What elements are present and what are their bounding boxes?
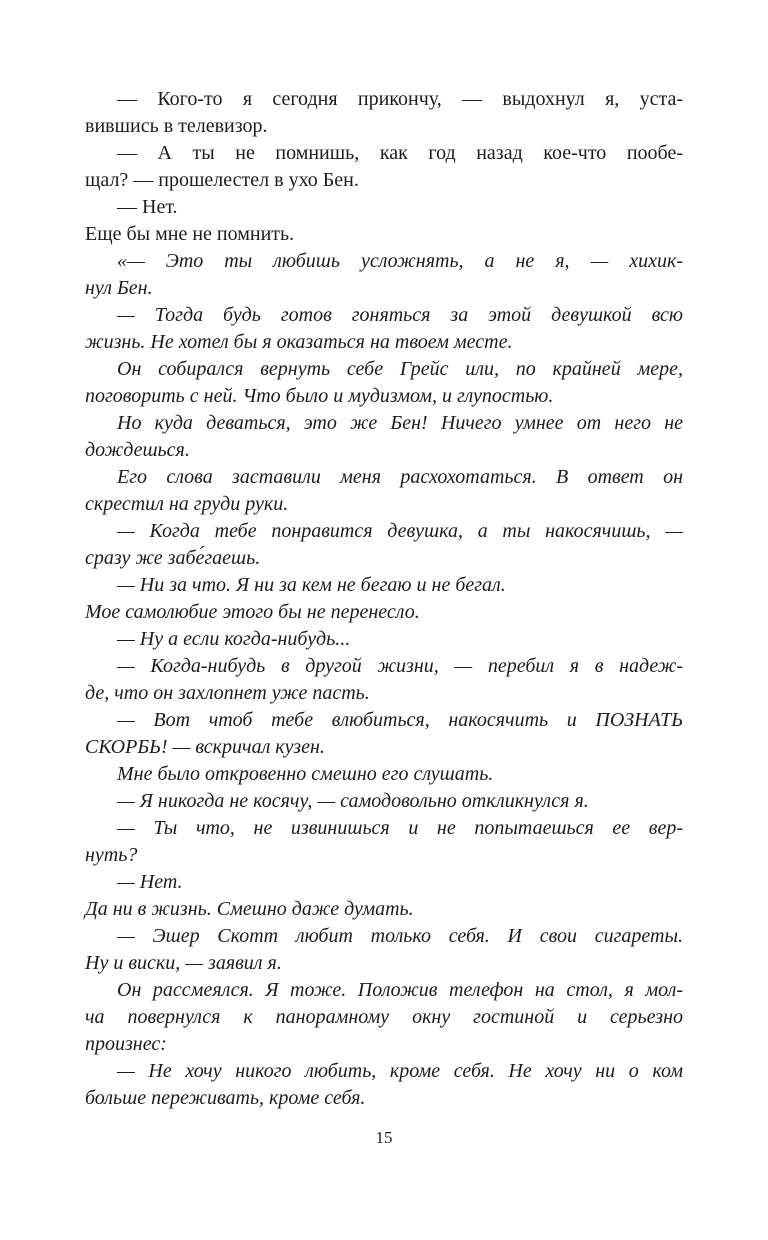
text-line: вившись в телевизор. [85,115,268,137]
paragraph [85,518,683,572]
text-line: — Кого-то я сегодня прикончу, — выдохнул я, уста- [117,88,683,110]
text-line: Да ни в жизнь. Смешно даже думать. [85,898,414,920]
text-line: Но куда деваться, это же Бен! Ничего умнее от него не [117,412,683,434]
text-line: больше переживать, кроме себя. [85,1087,366,1109]
paragraph [85,302,683,356]
text-line: щал? — прошелестел в ухо Бен. [85,169,359,191]
paragraph [85,464,683,518]
paragraph [85,599,683,626]
text-line: нуть? [85,844,138,866]
paragraph [85,248,683,302]
text-line: — Я никогда не косячу, — самодовольно откликнулся я. [117,790,589,812]
paragraph [85,869,683,896]
text-line: Он рассмеялся. Я тоже. Положив телефон на стол, я мол- [117,979,683,1001]
text-line: — Ты что, не извинишься и не попытаешься ее вер- [117,817,683,839]
text-line: сразу же забе́гаешь. [85,547,261,569]
paragraph [85,410,683,464]
paragraph [85,356,683,410]
paragraph [85,626,683,653]
paragraph [85,896,683,923]
text-line: жизнь. Не хотел бы я оказаться на твоем месте. [85,331,513,353]
text-line: дождешься. [85,439,190,461]
text-line: — А ты не помнишь, как год назад кое-что пообе- [117,142,683,164]
text-line: Он собирался вернуть себе Грейс или, по крайней мере, [117,358,683,380]
page-number: 15 [375,1128,393,1147]
paragraph [85,653,683,707]
text-line: — Нет. [117,196,178,218]
text-line: СКОРБЬ! — вскричал кузен. [85,736,325,758]
text-line: Мне было откровенно смешно его слушать. [117,763,494,785]
paragraph [85,140,683,194]
text-line: скрестил на груди руки. [85,493,289,515]
paragraph [85,86,683,140]
text-line: произнес: [85,1033,167,1055]
paragraph [85,572,683,599]
text-line: Его слова заставили меня расхохотаться. В ответ он [117,466,683,488]
paragraph [85,788,683,815]
paragraph [85,707,683,761]
text-line: Еще бы мне не помнить. [85,223,295,245]
text-line: поговорить с ней. Что было и мудизмом, и глупостью. [85,385,554,407]
paragraph [85,194,683,221]
page-text [85,86,683,1112]
text-line: де, что он захлопнет уже пасть. [85,682,370,704]
text-line: — Вот чтоб тебе влюбиться, накосячить и ПОЗНАТЬ [117,709,683,731]
paragraph [85,1058,683,1112]
text-line: Мое самолюбие этого бы не перенесло. [85,601,420,623]
text-line: нул Бен. [85,277,153,299]
text-line: — Когда тебе понравится девушка, а ты накосячишь, — [117,520,683,542]
text-line: Ну и виски, — заявил я. [85,952,282,974]
paragraph [85,221,683,248]
text-line: ча повернулся к панорамному окну гостиной и серьезно [85,1006,683,1028]
text-line: — Тогда будь готов гоняться за этой девушкой всю [117,304,683,326]
text-line: — Ну а если когда-нибудь... [117,628,351,650]
text-line: — Нет. [117,871,183,893]
paragraph [85,761,683,788]
paragraph [85,977,683,1058]
text-line: — Эшер Скотт любит только себя. И свои сигареты. [117,925,683,947]
text-line: — Когда-нибудь в другой жизни, — перебил я в надеж- [117,655,683,677]
text-line: «— Это ты любишь усложнять, а не я, — хихик- [117,250,683,272]
paragraph [85,923,683,977]
text-line: — Не хочу никого любить, кроме себя. Не хочу ни о ком [117,1060,683,1082]
text-line: — Ни за что. Я ни за кем не бегаю и не бегал. [117,574,506,596]
paragraph [85,815,683,869]
